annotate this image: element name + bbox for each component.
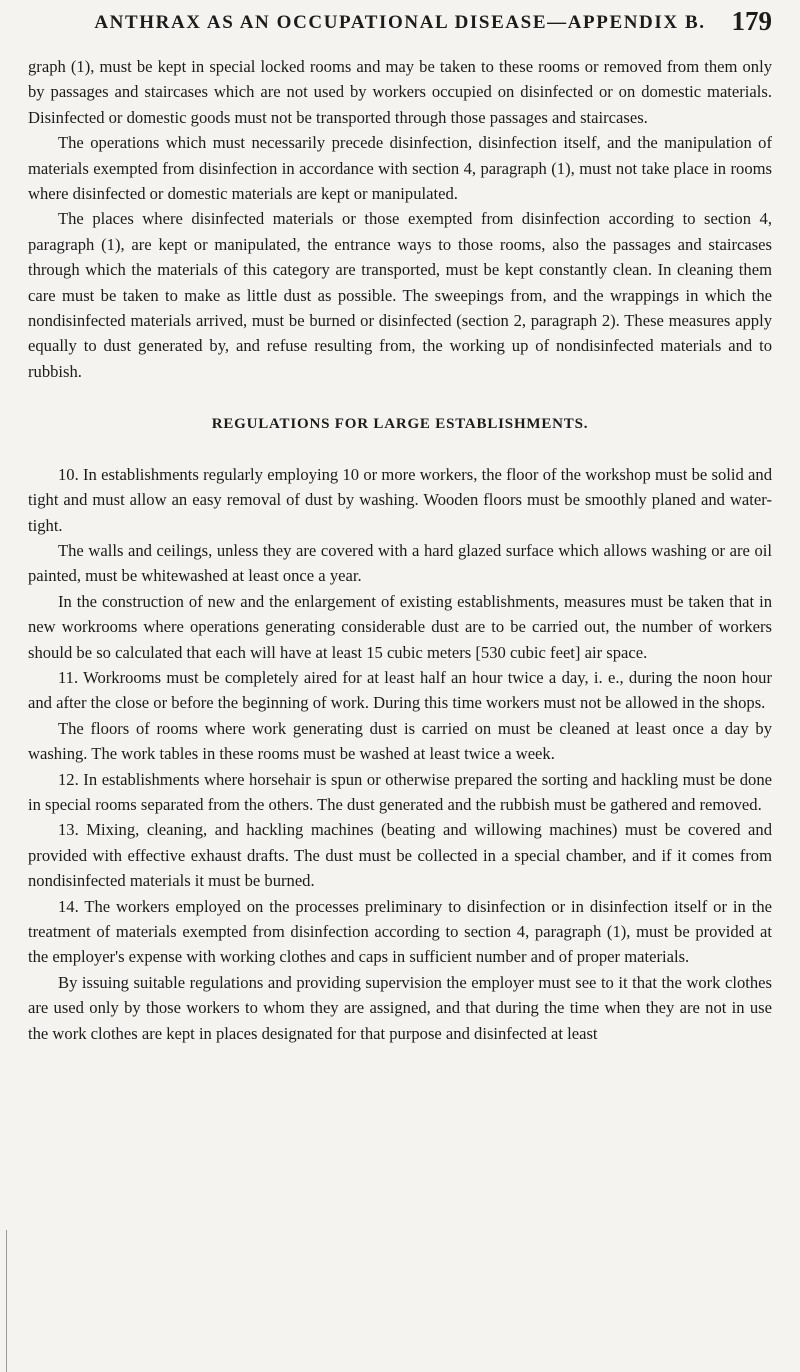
paragraph: The places where disinfected materials or those exempted from disinfection according to section 4, paragraph (1), are kept or manipulated, the entrance ways to those rooms, also the passages and staircases through which the materials of this category are transported, must be kept constantly clean. In cleaning them care must be taken to make as little dust as possible. The sweepings from, and the wrappings in which the nondisinfected materials arrived, must be burned or disinfected (section 2, paragraph 2). These measures apply equally to dust generated by, and refuse resulting from, the working up of nondisinfected materials and to rubbish. [28, 209, 772, 381]
running-head [28, 0, 772, 54]
paragraph: The operations which must necessarily precede disinfection, disinfection itself, and the manipulation of materials exempted from disinfection in accordance with section 4, paragraph (1), must not take place in rooms where disinfected or domestic materials are kept or manipulated. [28, 133, 772, 204]
scan-edge-line [6, 1230, 7, 1372]
paragraph: 11. Workrooms must be completely aired for at least half an hour twice a day, i. e., during the noon hour and after the close or before the beginning of work. During this time workers must not be allowed in the shops. [28, 667, 772, 713]
running-title: ANTHRAX AS AN OCCUPATIONAL DISEASE—APPENDIX B. [94, 12, 706, 33]
paragraph: 13. Mixing, cleaning, and hackling machines (beating and willowing machines) must be covered and provided with effective exhaust drafts. The dust must be collected in a special chamber, and if it comes from nondisinfected materials it must be burned. [28, 820, 772, 891]
paragraph: The floors of rooms where work generating dust is carried on must be cleaned at least once a day by washing. The work tables in these rooms must be washed at least twice a week. [28, 718, 772, 764]
document-page [28, 0, 772, 1372]
paragraph: 14. The workers employed on the processes preliminary to disinfection or in disinfection itself or in the treatment of materials exempted from disinfection according to section 4, paragraph (1), must be provided at the employer's expense with working clothes and caps in sufficient number and of proper materials. [28, 896, 772, 967]
paragraph: By issuing suitable regulations and providing supervision the employer must see to it that the work clothes are used only by those workers to whom they are assigned, and that during the time when they are not in use the work clothes are kept in places designated for that purpose and disinfected at least [28, 972, 772, 1043]
paragraph: 10. In establishments regularly employing 10 or more workers, the floor of the workshop must be solid and tight and must allow an easy removal of dust by washing. Wooden floors must be smoothly planed and water-tight. [28, 464, 772, 535]
paragraph: graph (1), must be kept in special locked rooms and may be taken to these rooms or removed from them only by passages and staircases which are not used by workers occupied on disinfected or on domestic materials. Disinfected or domestic goods must not be transported through those passages and staircases. [28, 57, 772, 127]
body-text [28, 54, 772, 1046]
paragraph: In the construction of new and the enlargement of existing establishments, measures must be taken that in new workrooms where operations generating considerable dust are to be carried out, the number of workers should be so calculated that each will have at least 15 cubic meters [530 cubic feet] air space. [28, 591, 772, 662]
paragraph: 12. In establishments where horsehair is spun or otherwise prepared the sorting and hackling must be done in special rooms separated from the others. The dust generated and the rubbish must be gathered and removed. [28, 769, 772, 814]
paragraph: The walls and ceilings, unless they are covered with a hard glazed surface which allows washing or are oil painted, must be whitewashed at least once a year. [28, 540, 772, 586]
section-heading: REGULATIONS FOR LARGE ESTABLISHMENTS. [211, 416, 589, 433]
page-number: 179 [731, 6, 772, 36]
